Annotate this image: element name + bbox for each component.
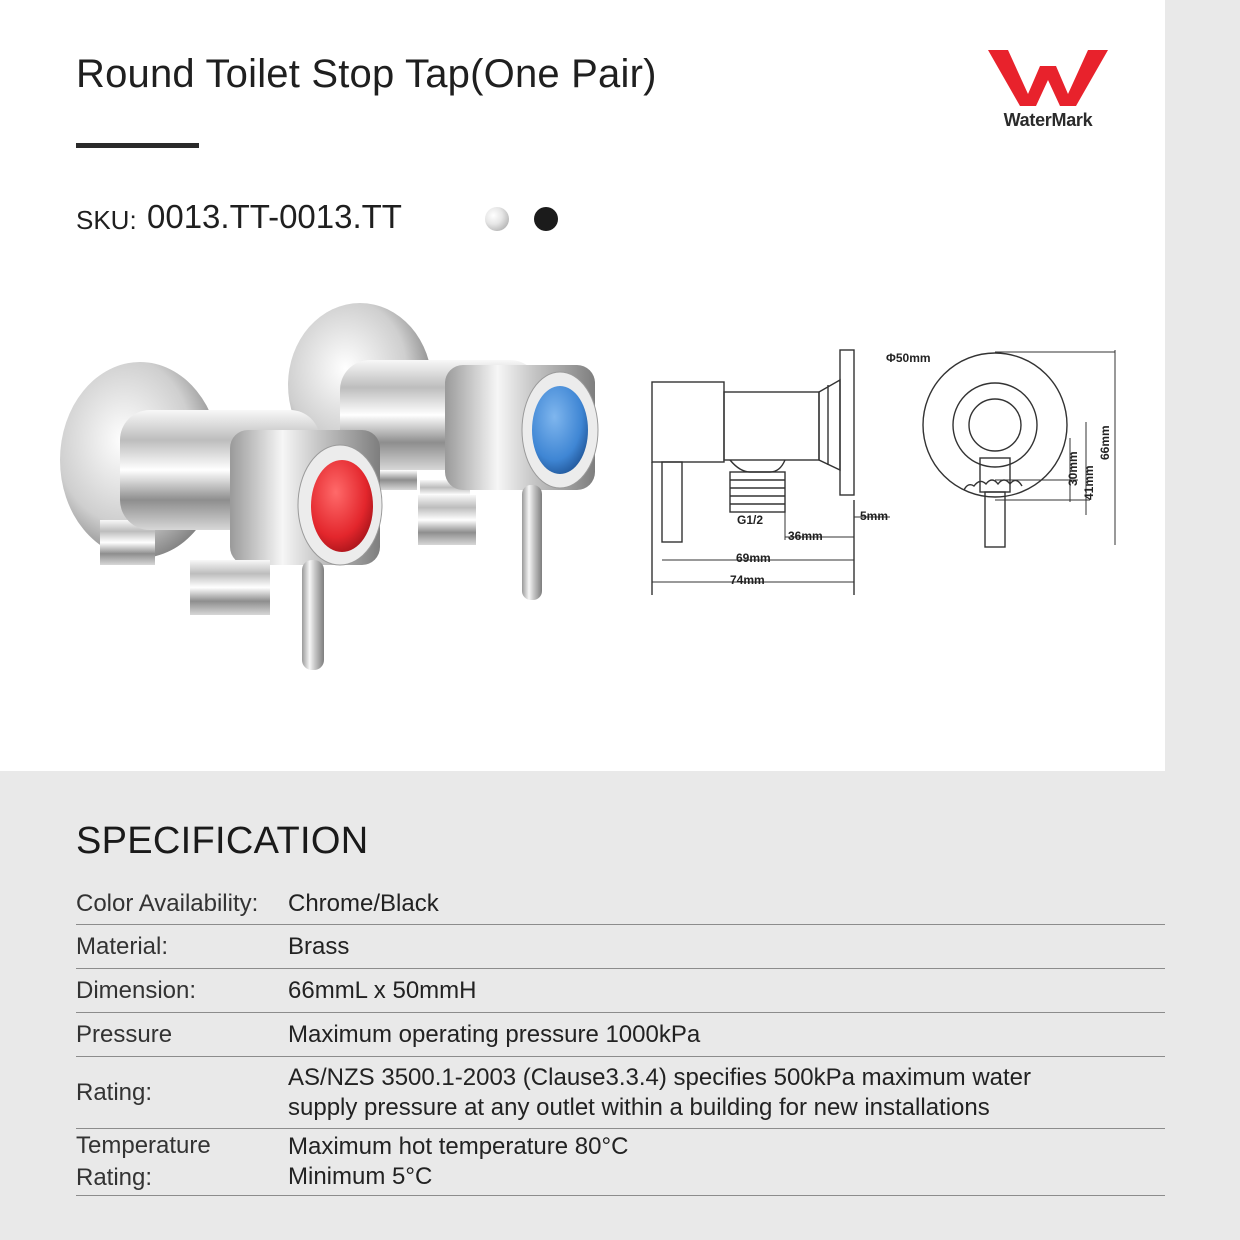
- dim-69mm: 69mm: [736, 551, 771, 565]
- technical-drawing-side: [640, 340, 910, 600]
- spec-value: Chrome/Black: [288, 890, 439, 917]
- dim-diameter: Φ50mm: [886, 351, 931, 365]
- spec-value: Brass: [288, 932, 350, 960]
- chrome-swatch[interactable]: [485, 207, 509, 231]
- dim-66mm: 66mm: [1098, 425, 1112, 460]
- spec-row-temperature: [76, 1129, 1165, 1196]
- spec-value-line2: supply pressure at any outlet within a building for new installations: [288, 1093, 990, 1121]
- spec-row-material: [76, 925, 1165, 969]
- spec-table: [76, 884, 1165, 1196]
- spec-key: Color Availability:: [76, 890, 259, 917]
- dim-41mm: 41mm: [1082, 465, 1096, 500]
- technical-drawing-front: [880, 340, 1130, 560]
- spec-row-rating: [76, 1057, 1165, 1129]
- dim-5mm: 5mm: [860, 509, 889, 523]
- spec-row-pressure: [76, 1013, 1165, 1057]
- product-title: Round Toilet Stop Tap(One Pair): [76, 52, 657, 96]
- spec-value: Maximum hot temperature 80°C: [288, 1133, 629, 1160]
- right-strip: [1165, 0, 1240, 771]
- watermark-logo-text: WaterMark: [1003, 110, 1093, 130]
- spec-row-color: [76, 884, 1165, 925]
- sku-label: SKU:: [76, 205, 137, 235]
- black-swatch[interactable]: [534, 207, 558, 231]
- spec-value-line2: Minimum 5°C: [288, 1163, 433, 1190]
- dim-74mm: 74mm: [730, 573, 765, 587]
- spec-key: Rating:: [76, 1078, 153, 1106]
- spec-row-dimension: [76, 969, 1165, 1013]
- spec-value: 66mmL x 50mmH: [288, 976, 477, 1004]
- dim-30mm: 30mm: [1066, 451, 1080, 486]
- spec-value: Maximum operating pressure 1000kPa: [288, 1020, 701, 1048]
- spec-value: AS/NZS 3500.1-2003 (Clause3.3.4) specifies 500kPa maximum water: [288, 1063, 1032, 1091]
- dim-36mm: 36mm: [788, 529, 823, 543]
- spec-key: Temperature: [76, 1132, 211, 1159]
- spec-key: Dimension:: [76, 976, 197, 1004]
- dim-thread: G1/2: [737, 513, 764, 527]
- sku-value: 0013.TT-0013.TT: [147, 198, 402, 235]
- spec-key-line2: Rating:: [76, 1164, 153, 1191]
- title-underline: [76, 143, 199, 148]
- spec-key: Pressure: [76, 1020, 173, 1048]
- product-photo: [40, 290, 620, 690]
- spec-key: Material:: [76, 932, 169, 960]
- spec-heading: SPECIFICATION: [76, 820, 369, 862]
